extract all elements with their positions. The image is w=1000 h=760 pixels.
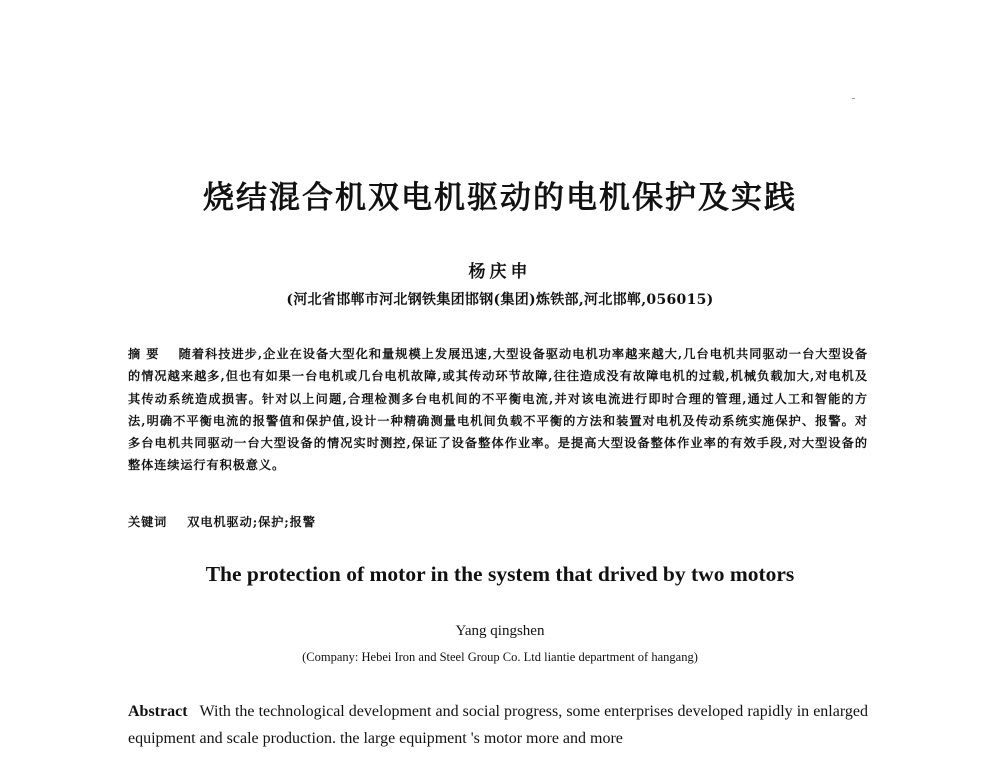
chinese-keywords [128, 513, 868, 530]
chinese-keywords-label: 关键词 [128, 515, 168, 529]
english-abstract [128, 698, 868, 752]
english-title: The protection of motor in the system that drived by two motors [205, 562, 795, 586]
chinese-keywords-text: 双电机驱动;保护;报警 [187, 515, 316, 529]
english-abstract-label: Abstract [128, 703, 188, 720]
scan-speck [852, 98, 855, 99]
english-abstract-text: With the technological development and social progress, some enterprises developed rapidly in enlarged equipment and scale production. the large equipment 's motor more and more [128, 703, 868, 747]
chinese-affiliation: (河北省邯郸市河北钢铁集团邯钢(集团)炼铁部,河北邯郸,056015) [286, 292, 714, 308]
chinese-abstract-label: 摘要 [128, 347, 165, 361]
chinese-title: 烧结混合机双电机驱动的电机保护及实践 [203, 180, 797, 216]
chinese-author: 杨庆申 [468, 262, 532, 282]
english-affiliation: (Company: Hebei Iron and Steel Group Co. Ltd liantie department of hangang) [302, 650, 698, 664]
english-author: Yang qingshen [455, 623, 545, 639]
chinese-abstract-text: 随着科技进步,企业在设备大型化和量规模上发展迅速,大型设备驱动电机功率越来越大,几台电机共同驱动一台大型设备的情况越来越多,但也有如果一台电机或几台电机故障,或其传动环节故障,往往造成没有故障电机的过载,机械负载加大,对电机及其传动系统造成损害。针对以上问题,合理检测多台电机间的不平衡电流,并对该电流进行即时合理的管理,通过人工和智能的方法,明确不平衡电流的报警值和保护值,设计一种精确测量电机间负载不平衡的方法和装置对电机及传动系统实施保护、报警。对多台电机共同驱动一台大型设备的情况实时测控,保证了设备整体作业率。是提高大型设备整体作业率的有效手段,对大型设备的整体连续运行有积极意义。 [128, 347, 869, 473]
chinese-abstract [128, 343, 868, 477]
